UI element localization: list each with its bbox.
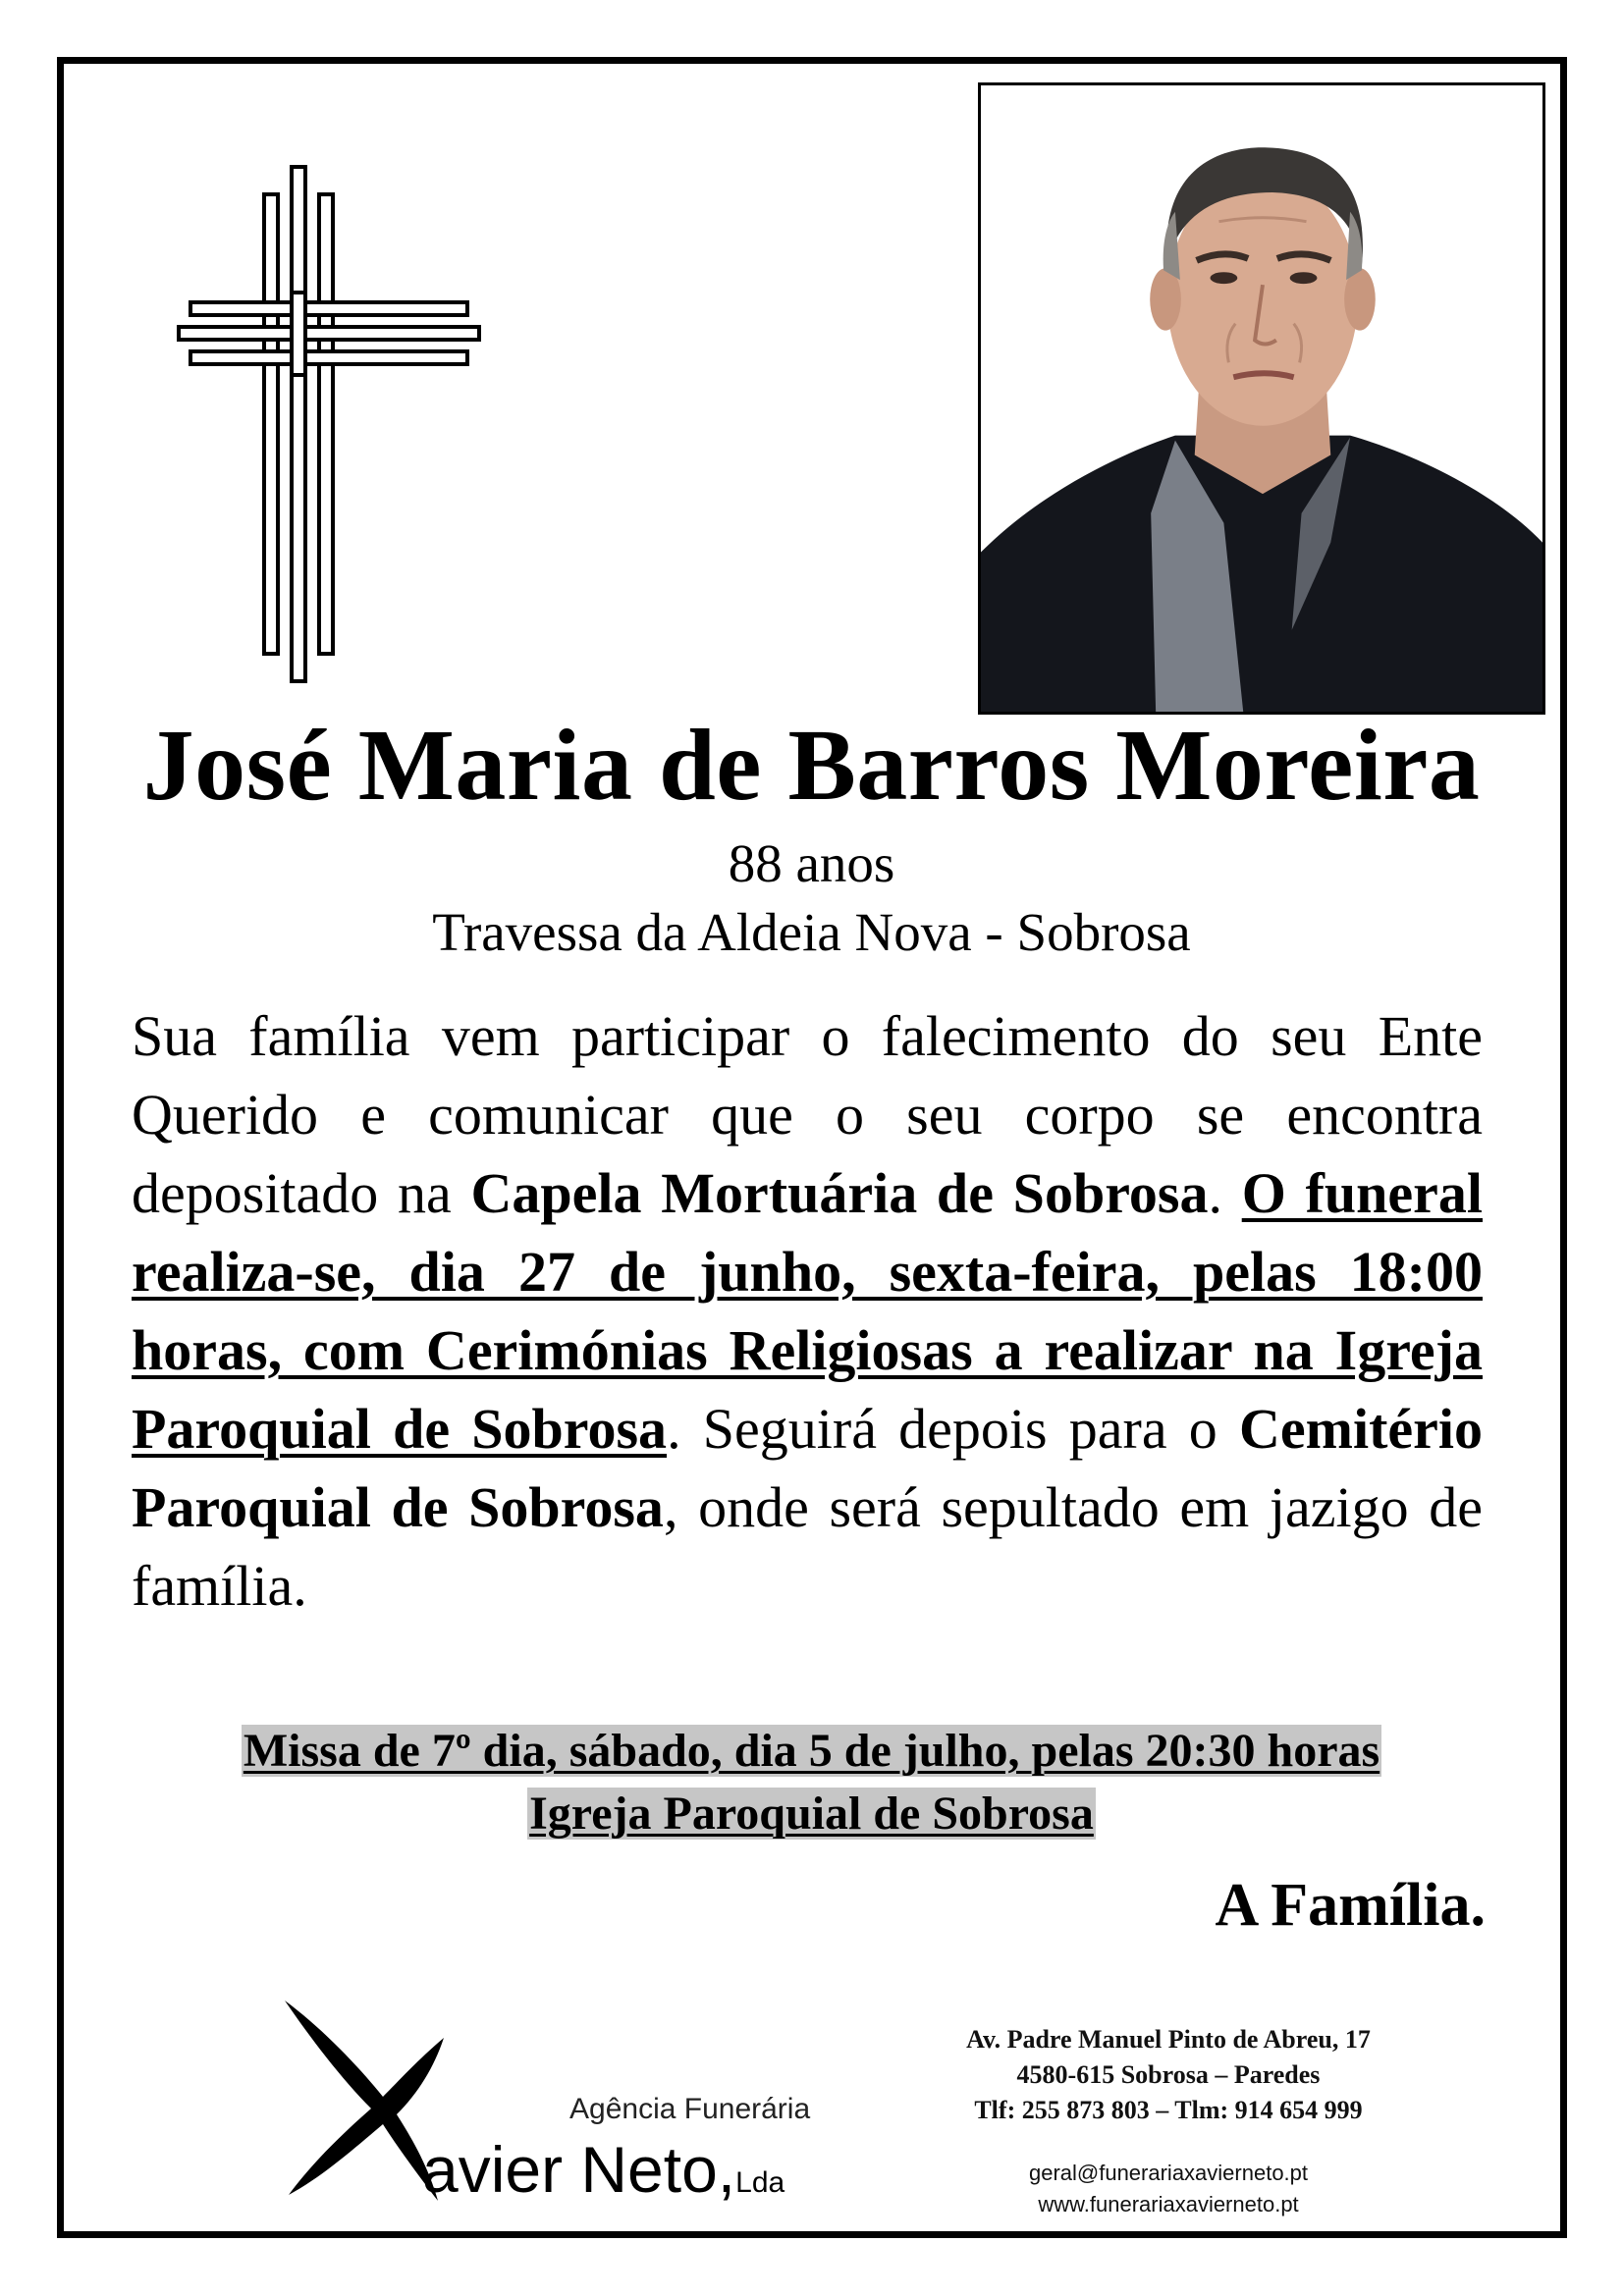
- agency-email: geral@funerariaxavierneto.pt: [1028, 2161, 1309, 2185]
- deceased-address: Travessa da Aldeia Nova - Sobrosa: [432, 902, 1191, 962]
- agency-name: [422, 2132, 784, 2207]
- announcement-intro: Sua família vem participar o falecimento do seu Ente Querido e comunicar que o seu corpo se encontra depositado na: [132, 1004, 1483, 1225]
- agency-online: [884, 2158, 1453, 2220]
- cemetery-name: Cemitério Paroquial de Sobrosa: [132, 1397, 1483, 1539]
- announcement-sep: .: [1208, 1161, 1242, 1225]
- agency-phones: Tlf: 255 873 803 – Tlm: 914 654 999: [974, 2096, 1363, 2124]
- agency-contact: [884, 2022, 1453, 2128]
- deceased-age: 88 anos: [728, 833, 895, 893]
- announcement-text: [132, 997, 1483, 1626]
- mass-line-1: Missa de 7º dia, sábado, dia 5 de julho, pelas 20:30 horas: [243, 1725, 1380, 1777]
- funeral-details: O funeral realiza-se, dia 27 de junho, sexta-feira, pelas 18:00 horas, com Cerimónias Religiosas a realizar na Igreja Paroquial de Sobrosa: [132, 1161, 1484, 1461]
- agency-website: www.funerariaxavierneto.pt: [1038, 2192, 1299, 2216]
- agency-address-2: 4580-615 Sobrosa – Paredes: [1016, 2060, 1321, 2089]
- cross-icon: [177, 165, 481, 685]
- chapel-name: Capela Mortuária de Sobrosa: [470, 1161, 1209, 1225]
- agency-suffix: Lda: [735, 2166, 785, 2199]
- agency-address-1: Av. Padre Manuel Pinto de Abreu, 17: [966, 2025, 1371, 2054]
- portrait-photo: [978, 82, 1545, 715]
- family-signoff: A Família.: [1215, 1872, 1486, 1939]
- agency-name-text: avier Neto,: [422, 2133, 736, 2206]
- announcement-end: , onde será sepultado em jazigo de família.: [132, 1475, 1483, 1618]
- announcement-continue: . Seguirá depois para o: [667, 1397, 1240, 1461]
- mass-line-2: Igreja Paroquial de Sobrosa: [529, 1788, 1094, 1840]
- mass-notice: [79, 1720, 1544, 1845]
- deceased-name: José Maria de Barros Moreira: [142, 709, 1481, 822]
- agency-label: Agência Funerária: [569, 2093, 811, 2125]
